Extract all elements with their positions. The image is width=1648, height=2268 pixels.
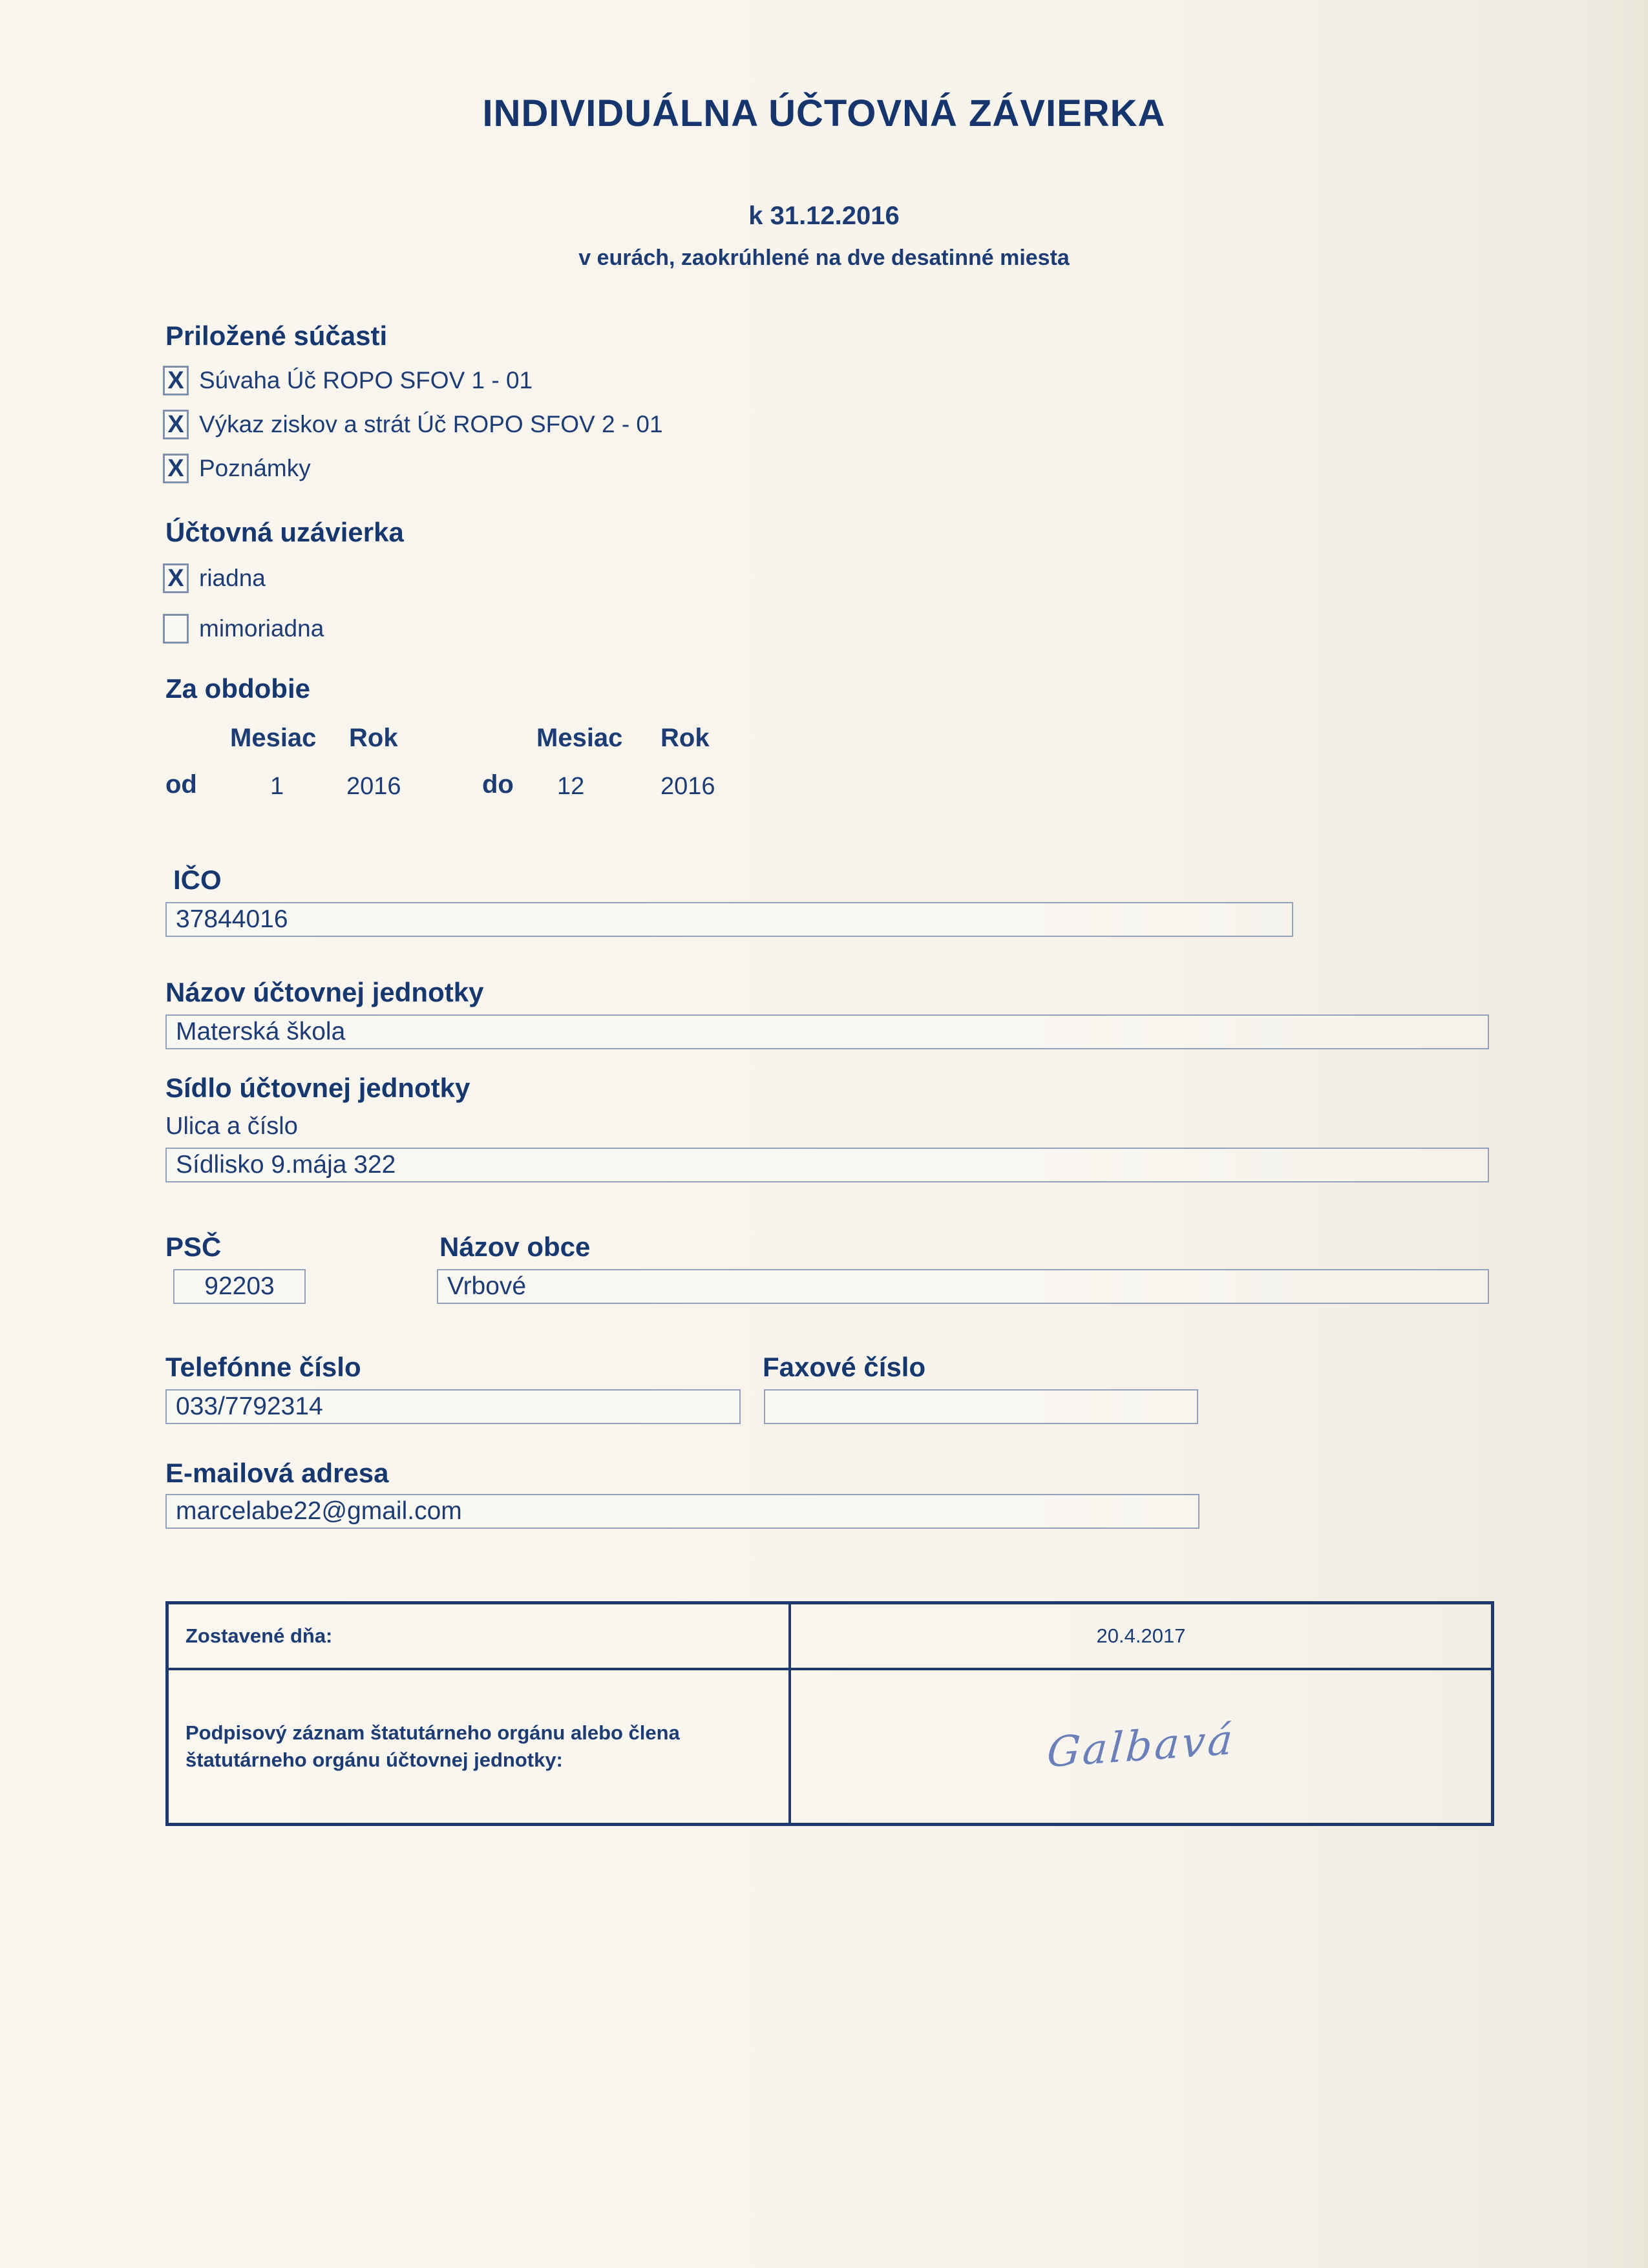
entity-name-label: Názov účtovnej jednotky (165, 977, 484, 1007)
handwritten-signature: Galbavá (1045, 1716, 1237, 1778)
compiled-date-value: 20.4.2017 (791, 1604, 1491, 1670)
attachment-row (163, 366, 533, 395)
street-label: Ulica a číslo (165, 1113, 298, 1140)
entity-name-field[interactable]: Materská škola (165, 1014, 1489, 1049)
period-year-header: Rok (660, 724, 710, 752)
attachment-row (163, 410, 663, 439)
signature-table (165, 1601, 1494, 1826)
page-subtitle: v eurách, zaokrúhlené na dve desatinné miesta (578, 246, 1070, 270)
closing-type-row (163, 563, 266, 593)
closing-type-heading: Účtovná uzávierka (165, 517, 404, 547)
checkbox-suvaha[interactable]: X (163, 366, 189, 395)
period-month-header: Mesiac (230, 724, 317, 752)
compiled-date-label: Zostavené dňa: (169, 1604, 791, 1670)
attachments-heading: Priložené súčasti (165, 320, 388, 351)
ico-label: IČO (173, 865, 222, 895)
psc-label: PSČ (165, 1232, 222, 1262)
street-field[interactable]: Sídlisko 9.mája 322 (165, 1148, 1489, 1182)
email-label: E-mailová adresa (165, 1458, 389, 1488)
period-heading: Za obdobie (165, 673, 310, 704)
checkbox-mimoriadna[interactable] (163, 614, 189, 644)
fax-label: Faxové číslo (763, 1352, 926, 1382)
checkbox-riadna[interactable]: X (163, 563, 189, 593)
period-from-month[interactable]: 1 (270, 773, 284, 800)
checkbox-label: Výkaz ziskov a strát Úč ROPO SFOV 2 - 01 (199, 411, 663, 437)
period-month-header: Mesiac (536, 724, 623, 752)
period-to-month[interactable]: 12 (557, 773, 585, 800)
period-year-header: Rok (349, 724, 398, 752)
closing-type-row (163, 614, 324, 644)
town-label: Názov obce (439, 1232, 591, 1262)
signatory-label: Podpisový záznam štatutárneho orgánu alebo člena štatutárneho orgánu účtovnej jednotky: (169, 1670, 791, 1823)
checkbox-vykaz[interactable]: X (163, 410, 189, 439)
fax-field[interactable] (764, 1389, 1198, 1424)
psc-field[interactable]: 92203 (173, 1269, 306, 1304)
checkbox-label: Súvaha Úč ROPO SFOV 1 - 01 (199, 367, 533, 394)
checkbox-label: Poznámky (199, 455, 311, 481)
phone-label: Telefónne číslo (165, 1352, 361, 1382)
seat-heading: Sídlo účtovnej jednotky (165, 1073, 470, 1103)
page-title: INDIVIDUÁLNA ÚČTOVNÁ ZÁVIERKA (482, 92, 1166, 134)
checkbox-label: riadna (199, 565, 266, 591)
checkbox-label: mimoriadna (199, 615, 324, 642)
period-to-year[interactable]: 2016 (660, 773, 715, 800)
period-to-label: do (482, 770, 514, 799)
phone-field[interactable]: 033/7792314 (165, 1389, 741, 1424)
ico-field[interactable]: 37844016 (165, 902, 1293, 937)
checkbox-poznamky[interactable]: X (163, 454, 189, 483)
signature-cell (791, 1670, 1491, 1823)
period-from-year[interactable]: 2016 (346, 773, 401, 800)
email-field[interactable]: marcelabe22@gmail.com (165, 1494, 1199, 1529)
report-date: k 31.12.2016 (748, 202, 900, 230)
period-from-label: od (165, 770, 197, 799)
attachment-row (163, 454, 311, 483)
town-field[interactable]: Vrbové (437, 1269, 1489, 1304)
